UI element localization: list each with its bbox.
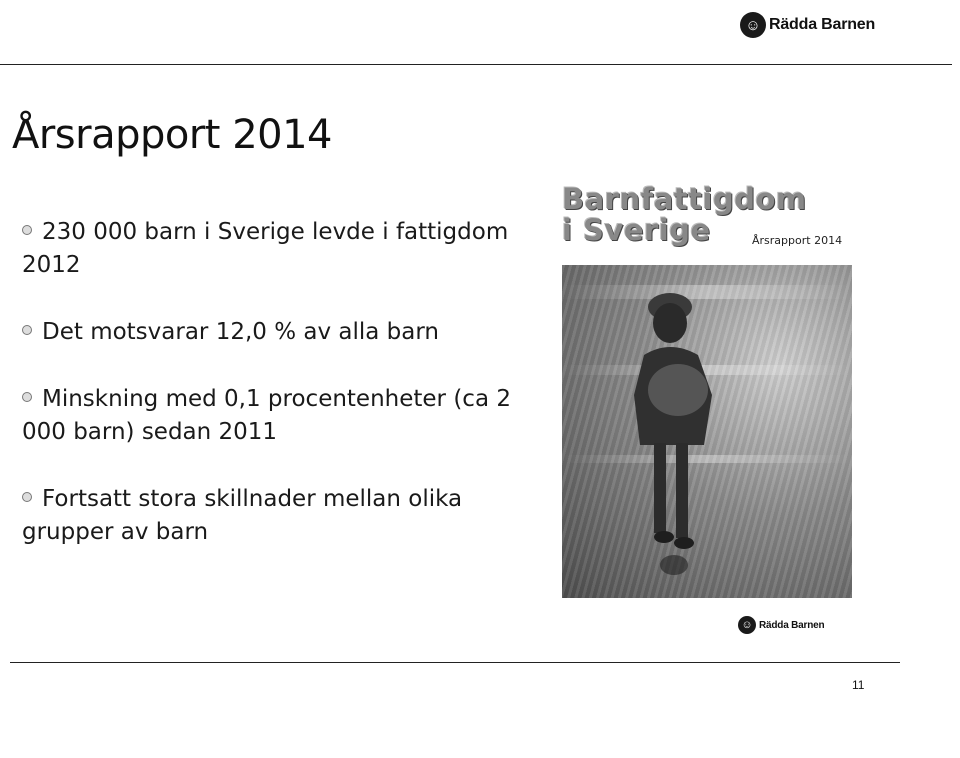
cover-logo [738,616,824,634]
child-figure-icon: ☺ [738,616,756,634]
bullet-dot-icon [22,392,32,402]
footer-divider [10,662,900,663]
child-figure-icon: ☺ [740,12,766,38]
header-divider [0,64,952,65]
header-brand-text: Rädda Barnen [769,16,876,33]
page-number: 11 [852,678,865,692]
header-logo [740,12,875,38]
cover-photo [562,265,852,598]
bullet-dot-icon [22,325,32,335]
cover-subtitle: Årsrapport 2014 [752,234,843,247]
bullet-item [22,483,542,549]
cover-title-line1: Barnfattigdom [562,182,807,216]
bullet-text: Minskning med 0,1 procentenheter (ca 2 000 barn) sedan 2011 [22,386,511,445]
page-title: Årsrapport 2014 [12,112,332,158]
child-silhouette-image [562,265,852,598]
cover-title-line2: i Sverige [562,213,711,247]
bullet-dot-icon [22,492,32,502]
bullet-dot-icon [22,225,32,235]
bullet-text: Fortsatt stora skillnader mellan olika grupper av barn [22,486,463,545]
bullet-text: Det motsvarar 12,0 % av alla barn [42,319,439,345]
bullet-item [22,316,542,349]
bullet-list [22,216,542,583]
bullet-item [22,383,542,449]
bullet-item [22,216,542,282]
bullet-text: 230 000 barn i Sverige levde i fattigdom 2012 [22,219,509,278]
cover-brand-text: Rädda Barnen [759,619,825,631]
